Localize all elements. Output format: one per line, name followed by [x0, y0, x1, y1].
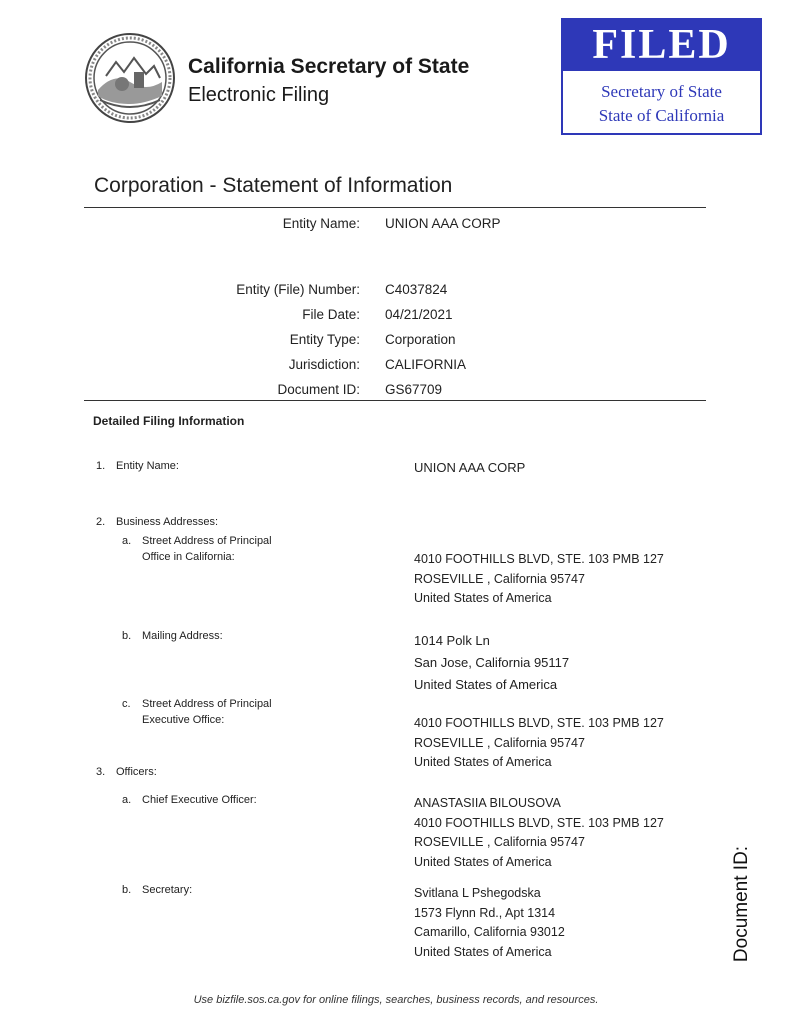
file-number-label: Entity (File) Number: [236, 282, 360, 297]
principal-office-address [414, 550, 664, 609]
ceo-line-1: ANASTASIIA BILOUSOVA [414, 796, 561, 810]
secretary-label: Secretary: [142, 884, 193, 896]
footer-suffix: for online filings, searches, business records, and resources. [300, 994, 599, 1006]
secretary-letter: b. [122, 884, 132, 896]
bizfile-link[interactable]: bizfile.sos.ca.gov [216, 994, 300, 1006]
item-number-1: 1. [96, 460, 106, 472]
ceo-line-4: United States of America [414, 854, 552, 869]
ceo-label: Chief Executive Officer: [142, 794, 257, 806]
file-number-value: C4037824 [385, 282, 448, 297]
executive-office-label-line1: Street Address of Principal [142, 698, 272, 710]
principal-office-label-line2: Office in California: [142, 551, 235, 563]
footer [0, 994, 792, 1006]
document-id-value: GS67709 [385, 382, 443, 397]
state-seal-icon [84, 32, 176, 124]
title-divider [84, 207, 706, 208]
footer-prefix: Use [193, 994, 217, 1006]
stamp-title: FILED [563, 20, 760, 71]
side-document-id-label [730, 840, 754, 968]
business-addresses-label: Business Addresses: [116, 516, 219, 528]
jurisdiction-label: Jurisdiction: [288, 357, 360, 372]
mailing-letter: b. [122, 630, 132, 642]
principal-office-line-3: United States of America [414, 591, 552, 605]
executive-office-line-2: ROSEVILLE , California 95747 [414, 735, 585, 750]
document-id-label: Document ID: [277, 382, 360, 397]
ceo-line-3: ROSEVILLE , California 95747 [414, 835, 585, 849]
detailed-filing-heading: Detailed Filing Information [93, 414, 245, 428]
executive-office-line-1: 4010 FOOTHILLS BLVD, STE. 103 PMB 127 [414, 716, 664, 730]
ceo-details [414, 794, 664, 872]
secretary-details [414, 884, 565, 962]
secretary-line-4: United States of America [414, 944, 552, 959]
stamp-line-2: State of California [598, 106, 725, 125]
executive-office-line-3: United States of America [414, 755, 552, 769]
principal-office-letter: a. [122, 535, 132, 547]
officers-label: Officers: [116, 766, 157, 778]
entity-name-label: Entity Name: [282, 216, 360, 231]
secretary-line-2: 1573 Flynn Rd., Apt 1314 [414, 905, 556, 920]
executive-office-label-line2: Executive Office: [142, 714, 225, 726]
principal-office-label-line1: Street Address of Principal [142, 535, 272, 547]
jurisdiction-value: CALIFORNIA [385, 357, 467, 372]
secretary-line-1: Svitlana L Pshegodska [414, 886, 541, 900]
document-title: Corporation - Statement of Information [94, 174, 453, 197]
executive-office-address [414, 714, 664, 773]
brand-subtitle: Electronic Filing [188, 84, 330, 106]
entity-name-value: UNION AAA CORP [385, 216, 501, 231]
summary-divider [84, 400, 706, 401]
mailing-line-2: San Jose, California 95117 [414, 655, 570, 670]
principal-office-line-1: 4010 FOOTHILLS BLVD, STE. 103 PMB 127 [414, 552, 664, 566]
ceo-line-2: 4010 FOOTHILLS BLVD, STE. 103 PMB 127 [414, 815, 664, 830]
side-document-id-text: Document ID: [731, 845, 752, 963]
file-date-value: 04/21/2021 [385, 307, 453, 322]
entity-name-item-value: UNION AAA CORP [414, 460, 526, 475]
entity-type-value: Corporation [385, 332, 456, 347]
executive-office-letter: c. [122, 698, 131, 710]
mailing-line-1: 1014 Polk Ln [414, 633, 490, 648]
mailing-address-label: Mailing Address: [142, 630, 223, 642]
secretary-line-3: Camarillo, California 93012 [414, 925, 565, 939]
mailing-line-3: United States of America [414, 677, 558, 692]
stamp-line-1: Secretary of State [601, 82, 722, 101]
file-date-label: File Date: [302, 307, 360, 322]
item-number-2: 2. [96, 516, 106, 528]
item-number-3: 3. [96, 766, 106, 778]
brand-title: California Secretary of State [188, 55, 470, 78]
principal-office-line-2: ROSEVILLE , California 95747 [414, 571, 585, 586]
ceo-letter: a. [122, 794, 132, 806]
mailing-address [414, 630, 569, 696]
filed-stamp [561, 18, 762, 135]
entity-name-item-label: Entity Name: [116, 460, 179, 472]
entity-type-label: Entity Type: [289, 332, 360, 347]
